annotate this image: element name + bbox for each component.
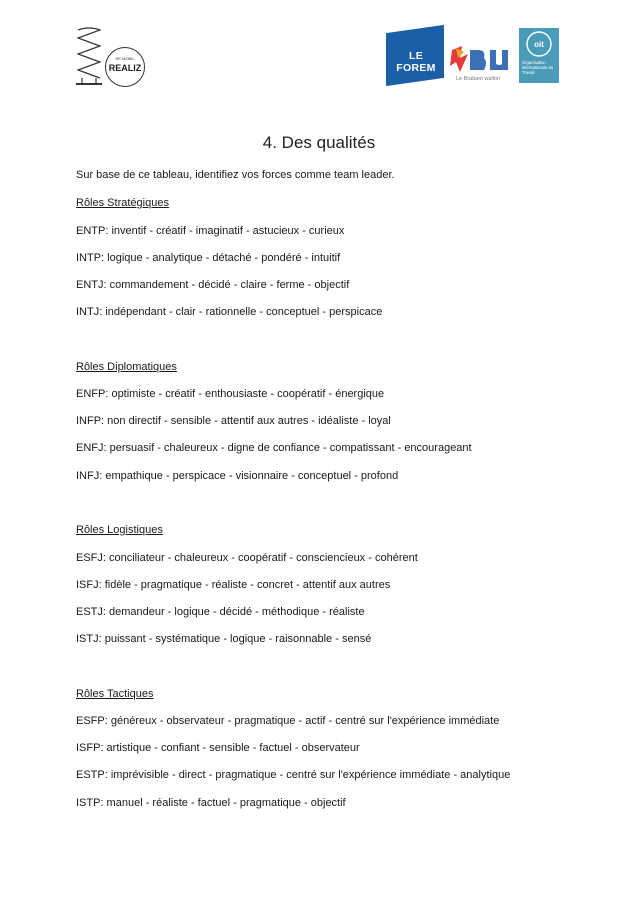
list-item: ISTJ: puissant - systématique - logique - raisonnable - sensé [76, 633, 372, 645]
list-item: ENFP: optimiste - créatif - enthousiaste - coopératif - énergique [76, 388, 385, 400]
realiz-small-text: RE MOBIL [115, 56, 135, 61]
list-item: INFP: non directif - sensible - attentif aux autres - idéaliste - loyal [76, 415, 391, 427]
list-item: ESTP: imprévisible - direct - pragmatique - centré sur l'expérience immédiate - analytique [76, 769, 511, 781]
list-item: ISTP: manuel - réaliste - factuel - pragmatique - objectif [76, 797, 346, 809]
header-logos [0, 0, 638, 100]
section-heading: Rôles Stratégiques [76, 197, 169, 209]
list-item: ESFP: généreux - observateur - pragmatique - actif - centré sur l'expérience immédiate [76, 715, 500, 727]
section-heading: Rôles Tactiques [76, 688, 154, 700]
list-item: INTP: logique - analytique - détaché - pondéré - intuitif [76, 252, 341, 264]
list-item: ISFP: artistique - confiant - sensible - factuel - observateur [76, 742, 360, 754]
list-item: ENFJ: persuasif - chaleureux - digne de confiance - compatissant - encourageant [76, 442, 472, 454]
oit-logo-text: Organisation internationale du Travail [522, 60, 553, 75]
oit-emblem-icon [519, 28, 559, 60]
realiz-logo-text: REALIZ [108, 63, 142, 73]
tower-logo-icon [74, 26, 104, 88]
list-item: ESFJ: conciliateur - chaleureux - coopératif - consciencieux - cohérent [76, 552, 418, 564]
list-item: ISFJ: fidèle - pragmatique - réaliste - concret - attentif aux autres [76, 579, 391, 591]
oit-emblem-text: oit [534, 40, 544, 49]
list-item: INFJ: empathique - perspicace - visionnaire - conceptuel - profond [76, 470, 399, 482]
intro-paragraph: Sur base de ce tableau, identifiez vos forces comme team leader. [76, 169, 395, 181]
brabant-wallon-caption: Le Brabant wallon [456, 76, 501, 82]
list-item: ESTJ: demandeur - logique - décidé - méthodique - réaliste [76, 606, 365, 618]
list-item: ENTJ: commandement - décidé - claire - ferme - objectif [76, 279, 350, 291]
forem-logo-text: LE FOREM [396, 50, 436, 74]
list-item: INTJ: indépendant - clair - rationnelle - conceptuel - perspicace [76, 306, 383, 318]
section-heading: Rôles Diplomatiques [76, 361, 177, 373]
page-title: 4. Des qualités [262, 133, 376, 152]
list-item: ENTP: inventif - créatif - imaginatif - astucieux - curieux [76, 225, 345, 237]
realiz-logo [104, 46, 146, 88]
section-heading: Rôles Logistiques [76, 524, 163, 536]
